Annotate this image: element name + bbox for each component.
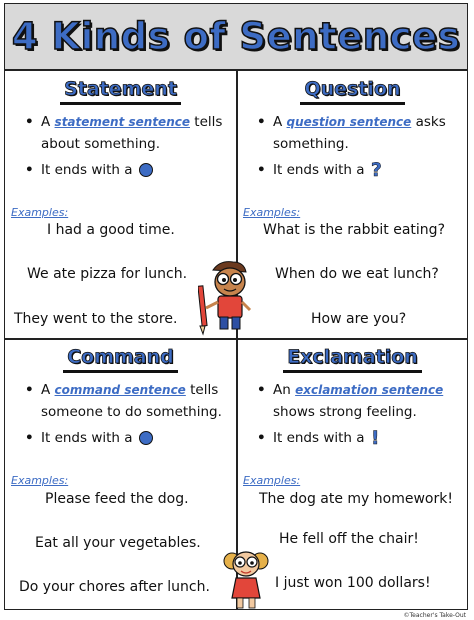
exclamation-example: The dog ate my homework! (259, 491, 453, 507)
question-example: How are you? (311, 311, 407, 327)
boy-with-pencil-icon (198, 258, 258, 336)
command-term: command sentence (54, 383, 186, 397)
period-icon (139, 431, 153, 445)
exclamation-panel (237, 339, 468, 609)
statement-bullets (25, 111, 230, 181)
statement-example: We ate pizza for lunch. (27, 266, 188, 282)
copyright-footer: ©Teacher's Take-Out (403, 612, 466, 619)
command-example: Do your chores after lunch. (19, 579, 210, 595)
command-ending: • It ends with a (25, 427, 230, 449)
question-mark-icon: ? (370, 159, 382, 181)
question-example: What is the rabbit eating? (263, 222, 445, 238)
exclamation-definition: • An exclamation sentence shows strong feeling. (257, 379, 462, 423)
question-example: When do we eat lunch? (275, 266, 439, 282)
question-panel (237, 71, 468, 338)
question-bullets (257, 111, 462, 181)
exclamation-mark-icon: ! (370, 427, 380, 449)
command-example: Please feed the dog. (45, 491, 189, 507)
exclamation-heading: Exclamation (283, 345, 422, 373)
command-definition: • A command sentence tells someone to do something. (25, 379, 230, 423)
exclamation-example: He fell off the chair! (279, 531, 419, 547)
sentence-grid (4, 70, 468, 610)
command-examples-label: Examples: (11, 474, 69, 487)
exclamation-bullets (257, 379, 462, 449)
statement-example: They went to the store. (14, 311, 178, 327)
question-heading: Question (300, 77, 404, 105)
command-panel (5, 339, 236, 609)
question-definition: • A question sentence asks something. (257, 111, 462, 155)
statement-heading: Statement (60, 77, 181, 105)
statement-term: statement sentence (54, 115, 190, 129)
girl-with-pencil-icon (222, 546, 270, 612)
statement-examples-label: Examples: (11, 206, 69, 219)
question-term: question sentence (286, 115, 412, 129)
statement-example: I had a good time. (47, 222, 175, 238)
exclamation-ending: • It ends with a ! (257, 427, 462, 449)
exclamation-examples-label: Examples: (243, 474, 301, 487)
statement-definition: • A statement sentence tells about something. (25, 111, 230, 155)
question-examples-label: Examples: (243, 206, 301, 219)
command-heading: Command (63, 345, 178, 373)
statement-ending: • It ends with a (25, 159, 230, 181)
command-example: Eat all your vegetables. (35, 535, 201, 551)
page-title: 4 Kinds of Sentences (11, 15, 461, 58)
question-ending: • It ends with a ? (257, 159, 462, 181)
command-bullets (25, 379, 230, 449)
title-banner (4, 3, 468, 70)
exclamation-example: I just won 100 dollars! (275, 575, 431, 591)
period-icon (139, 163, 153, 177)
exclamation-term: exclamation sentence (295, 383, 444, 397)
